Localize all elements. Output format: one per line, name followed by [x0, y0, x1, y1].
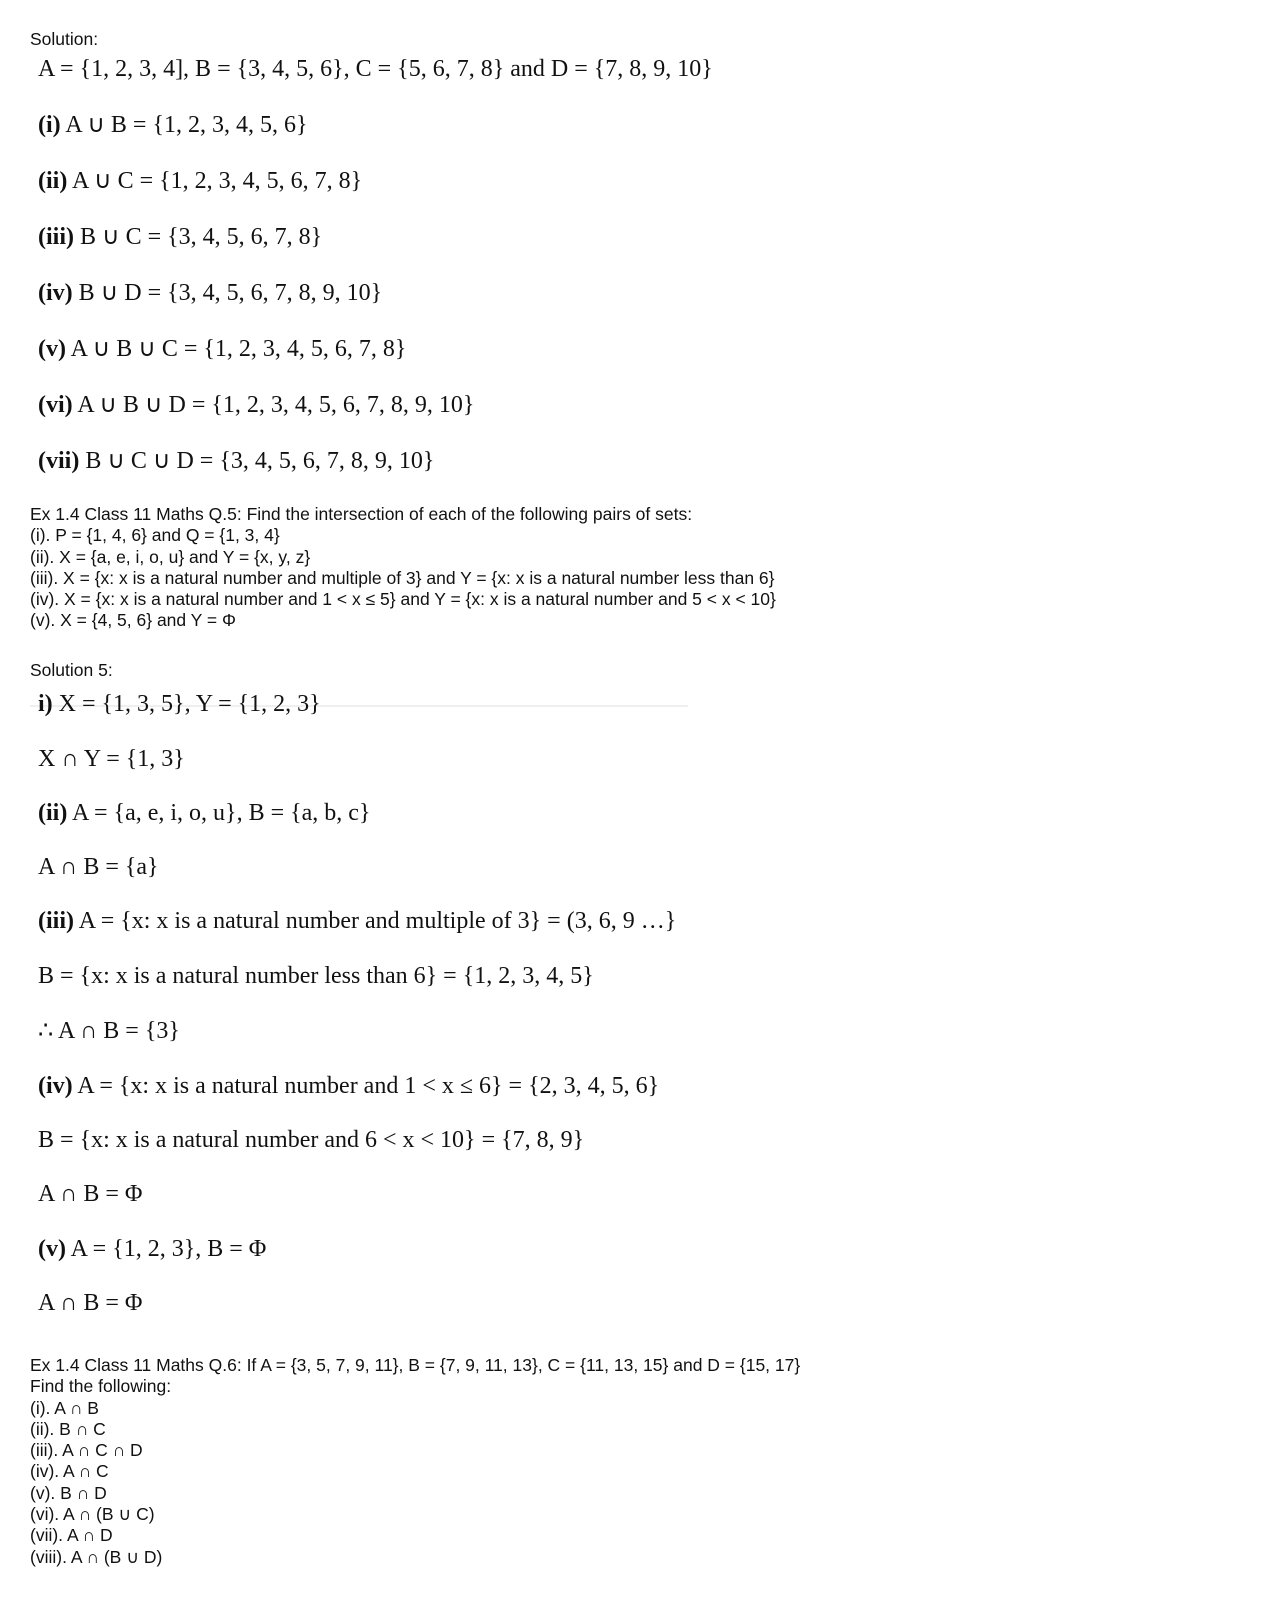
question-item: (iii). A ∩ C ∩ D — [30, 1440, 143, 1461]
union-expression: B ∪ C ∪ D = {3, 4, 5, 6, 7, 8, 9, 10} — [85, 448, 435, 474]
union-expression: B ∪ C = {3, 4, 5, 6, 7, 8} — [80, 224, 323, 250]
solution-line — [38, 853, 159, 881]
set-expression: A = {1, 2, 3}, B = Φ — [70, 1236, 267, 1262]
part-tag: (vii) — [38, 448, 80, 474]
given-sets: A = {1, 2, 3, 4], B = {3, 4, 5, 6}, C = {5, 6, 7, 8} and D = {7, 8, 9, 10} — [38, 56, 713, 82]
part-tag: (v) — [38, 1236, 66, 1262]
question-item: (v). X = {4, 5, 6} and Y = Φ — [30, 610, 236, 631]
question-item: (vii). A ∩ D — [30, 1525, 113, 1546]
union-expression: A ∪ C = {1, 2, 3, 4, 5, 6, 7, 8} — [72, 168, 363, 194]
solution-line — [38, 745, 185, 773]
solution-line — [38, 1289, 142, 1317]
set-expression: X ∩ Y = {1, 3} — [38, 746, 185, 772]
part-tag: (iv) — [38, 280, 73, 306]
solution-line — [38, 690, 321, 718]
question-item: (iv). A ∩ C — [30, 1461, 109, 1482]
union-expression: A ∪ B ∪ C = {1, 2, 3, 4, 5, 6, 7, 8} — [70, 336, 407, 362]
solution-label: Solution: — [30, 29, 99, 49]
set-expression: A ∩ B = {a} — [38, 854, 159, 880]
part-tag: (ii) — [38, 800, 68, 826]
part-tag: (v) — [38, 336, 66, 362]
solution-line — [38, 907, 676, 935]
question-item: (ii). X = {a, e, i, o, u} and Y = {x, y, z} — [30, 546, 311, 567]
union-line — [38, 335, 406, 363]
question-6 — [30, 1355, 800, 1568]
set-expression: A = {x: x is a natural number and 1 < x ≤ 6} = {2, 3, 4, 5, 6} — [77, 1073, 660, 1099]
question-item: (iii). X = {x: x is a natural number and multiple of 3} and Y = {x: x is a natural number less than 6} — [30, 567, 775, 588]
solution-line — [38, 1180, 142, 1208]
set-expression: A ∩ B = Φ — [38, 1290, 143, 1316]
union-line — [38, 167, 362, 195]
union-expression: A ∪ B ∪ D = {1, 2, 3, 4, 5, 6, 7, 8, 9, 10} — [77, 392, 475, 418]
question-item: (i). A ∩ B — [30, 1397, 99, 1418]
question-item: (viii). A ∩ (B ∪ D) — [30, 1546, 163, 1567]
union-line — [38, 279, 382, 307]
part-tag: (ii) — [38, 168, 68, 194]
solution-label: Solution 5: — [30, 660, 113, 680]
solution-line — [38, 1017, 180, 1045]
part-tag: i) — [38, 691, 53, 717]
set-expression: X = {1, 3, 5}, Y = {1, 2, 3} — [58, 691, 321, 717]
set-expression: A ∩ B = Φ — [38, 1181, 143, 1207]
solution-line — [38, 1072, 659, 1100]
set-expression: A = {x: x is a natural number and multiple of 3} = (3, 6, 9 …} — [78, 908, 677, 934]
question-subheading: Find the following: — [30, 1376, 172, 1397]
question-heading: Ex 1.4 Class 11 Maths Q.5: Find the intersection of each of the following pairs of sets: — [30, 504, 693, 524]
union-expression: A ∪ B = {1, 2, 3, 4, 5, 6} — [65, 112, 308, 138]
question-item: (ii). B ∩ C — [30, 1418, 106, 1439]
part-tag: (iv) — [38, 1073, 73, 1099]
solution-line — [38, 1126, 584, 1154]
set-expression: A = {a, e, i, o, u}, B = {a, b, c} — [72, 800, 371, 826]
part-tag: (iii) — [38, 908, 74, 934]
solution-line — [38, 962, 594, 990]
question-5 — [30, 504, 776, 632]
union-line — [38, 111, 308, 139]
question-item: (iv). X = {x: x is a natural number and 1 < x ≤ 5} and Y = {x: x is a natural number and 5 < x < 10} — [30, 589, 776, 610]
union-line — [38, 223, 322, 251]
union-line — [38, 447, 434, 475]
question-item: (v). B ∩ D — [30, 1482, 107, 1503]
union-expression: B ∪ D = {3, 4, 5, 6, 7, 8, 9, 10} — [78, 280, 383, 306]
solution-line — [38, 799, 370, 827]
question-item: (i). P = {1, 4, 6} and Q = {1, 3, 4} — [30, 525, 280, 546]
set-expression: B = {x: x is a natural number less than 6} = {1, 2, 3, 4, 5} — [38, 963, 594, 989]
question-item: (vi). A ∩ (B ∪ C) — [30, 1504, 155, 1525]
solution-line — [38, 1235, 266, 1263]
union-line — [38, 391, 474, 419]
set-expression: B = {x: x is a natural number and 6 < x < 10} = {7, 8, 9} — [38, 1127, 585, 1153]
part-tag: (iii) — [38, 224, 74, 250]
part-tag: (i) — [38, 112, 61, 138]
question-heading: Ex 1.4 Class 11 Maths Q.6: If A = {3, 5, 7, 9, 11}, B = {7, 9, 11, 13}, C = {11, 13, 15} and D = {15, 17} — [30, 1355, 801, 1375]
part-tag: (vi) — [38, 392, 73, 418]
set-expression: ∴ A ∩ B = {3} — [38, 1018, 180, 1044]
